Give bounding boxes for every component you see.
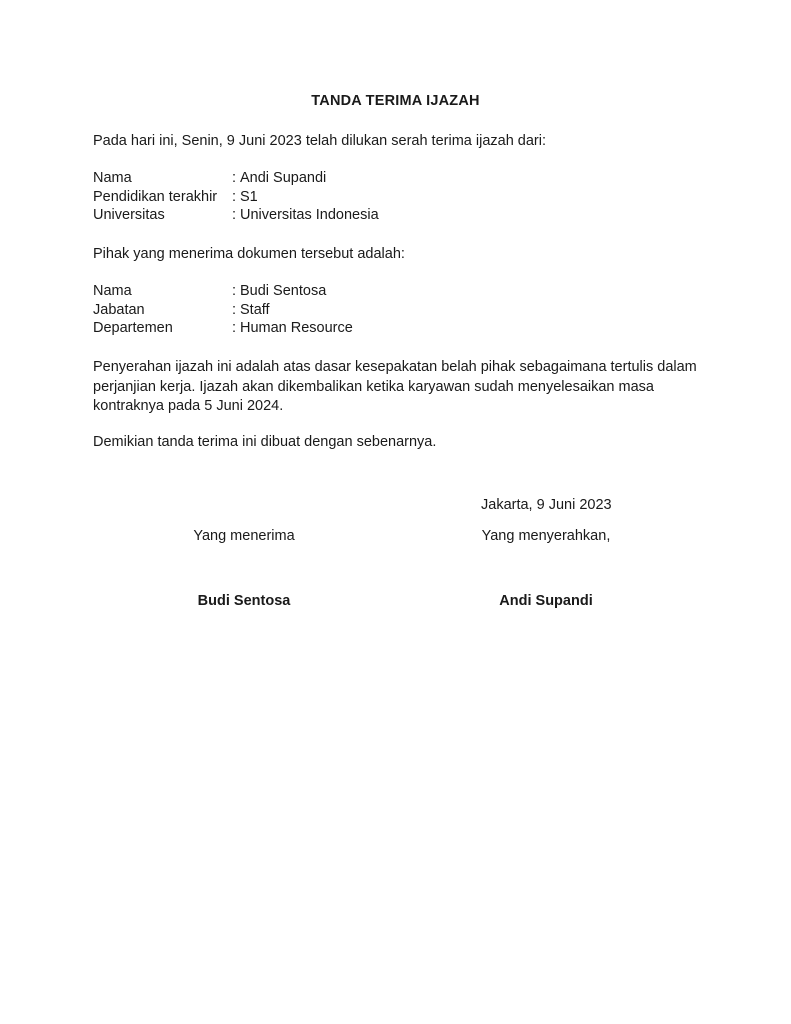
field-label: Universitas bbox=[93, 207, 165, 223]
field-label: Nama bbox=[93, 170, 132, 186]
field-row bbox=[93, 169, 379, 188]
field-label: Nama bbox=[93, 283, 132, 299]
field-value: S1 bbox=[240, 188, 258, 205]
giver-signature-name: Andi Supandi bbox=[499, 593, 593, 609]
field-separator: : bbox=[232, 207, 237, 223]
field-row bbox=[93, 301, 353, 320]
body-line: kontraknya pada 5 Juni 2024. bbox=[93, 398, 284, 414]
field-value: Universitas Indonesia bbox=[240, 207, 379, 223]
body-paragraph bbox=[93, 358, 713, 417]
receiver-intro-paragraph: Pihak yang menerima dokumen tersebut adalah: bbox=[93, 246, 405, 262]
field-separator: : bbox=[232, 320, 237, 336]
receiver-details bbox=[93, 282, 353, 338]
giver-signature-role: Yang menyerahkan, bbox=[481, 528, 611, 544]
field-separator: : bbox=[232, 188, 237, 205]
body-line: perjanjian kerja. Ijazah akan dikembalikan ketika karyawan sudah menyelesaikan masa bbox=[93, 378, 654, 395]
field-separator: : bbox=[232, 301, 237, 318]
document-title: TANDA TERIMA IJAZAH bbox=[311, 93, 480, 109]
field-row bbox=[93, 188, 379, 207]
field-value: Andi Supandi bbox=[240, 170, 327, 186]
receiver-signature-role: Yang menerima bbox=[193, 528, 295, 544]
closing-paragraph: Demikian tanda terima ini dibuat dengan sebenarnya. bbox=[93, 434, 437, 450]
giver-details bbox=[93, 169, 379, 225]
field-label: Pendidikan terakhir bbox=[93, 188, 218, 205]
field-separator: : bbox=[232, 170, 237, 186]
body-line: Penyerahan ijazah ini adalah atas dasar kesepakatan belah pihak sebagaimana tertulis dalam bbox=[93, 359, 697, 375]
field-separator: : bbox=[232, 283, 237, 299]
field-label: Jabatan bbox=[93, 301, 145, 318]
field-row bbox=[93, 319, 353, 338]
field-value: Budi Sentosa bbox=[240, 283, 327, 299]
field-value: Human Resource bbox=[240, 320, 353, 336]
field-row bbox=[93, 282, 353, 301]
receiver-signature-name: Budi Sentosa bbox=[197, 593, 291, 609]
field-label: Departemen bbox=[93, 320, 173, 336]
field-row bbox=[93, 206, 379, 225]
signature-place-date: Jakarta, 9 Juni 2023 bbox=[481, 497, 612, 513]
intro-paragraph: Pada hari ini, Senin, 9 Juni 2023 telah dilukan serah terima ijazah dari: bbox=[93, 133, 546, 149]
field-value: Staff bbox=[240, 301, 270, 318]
